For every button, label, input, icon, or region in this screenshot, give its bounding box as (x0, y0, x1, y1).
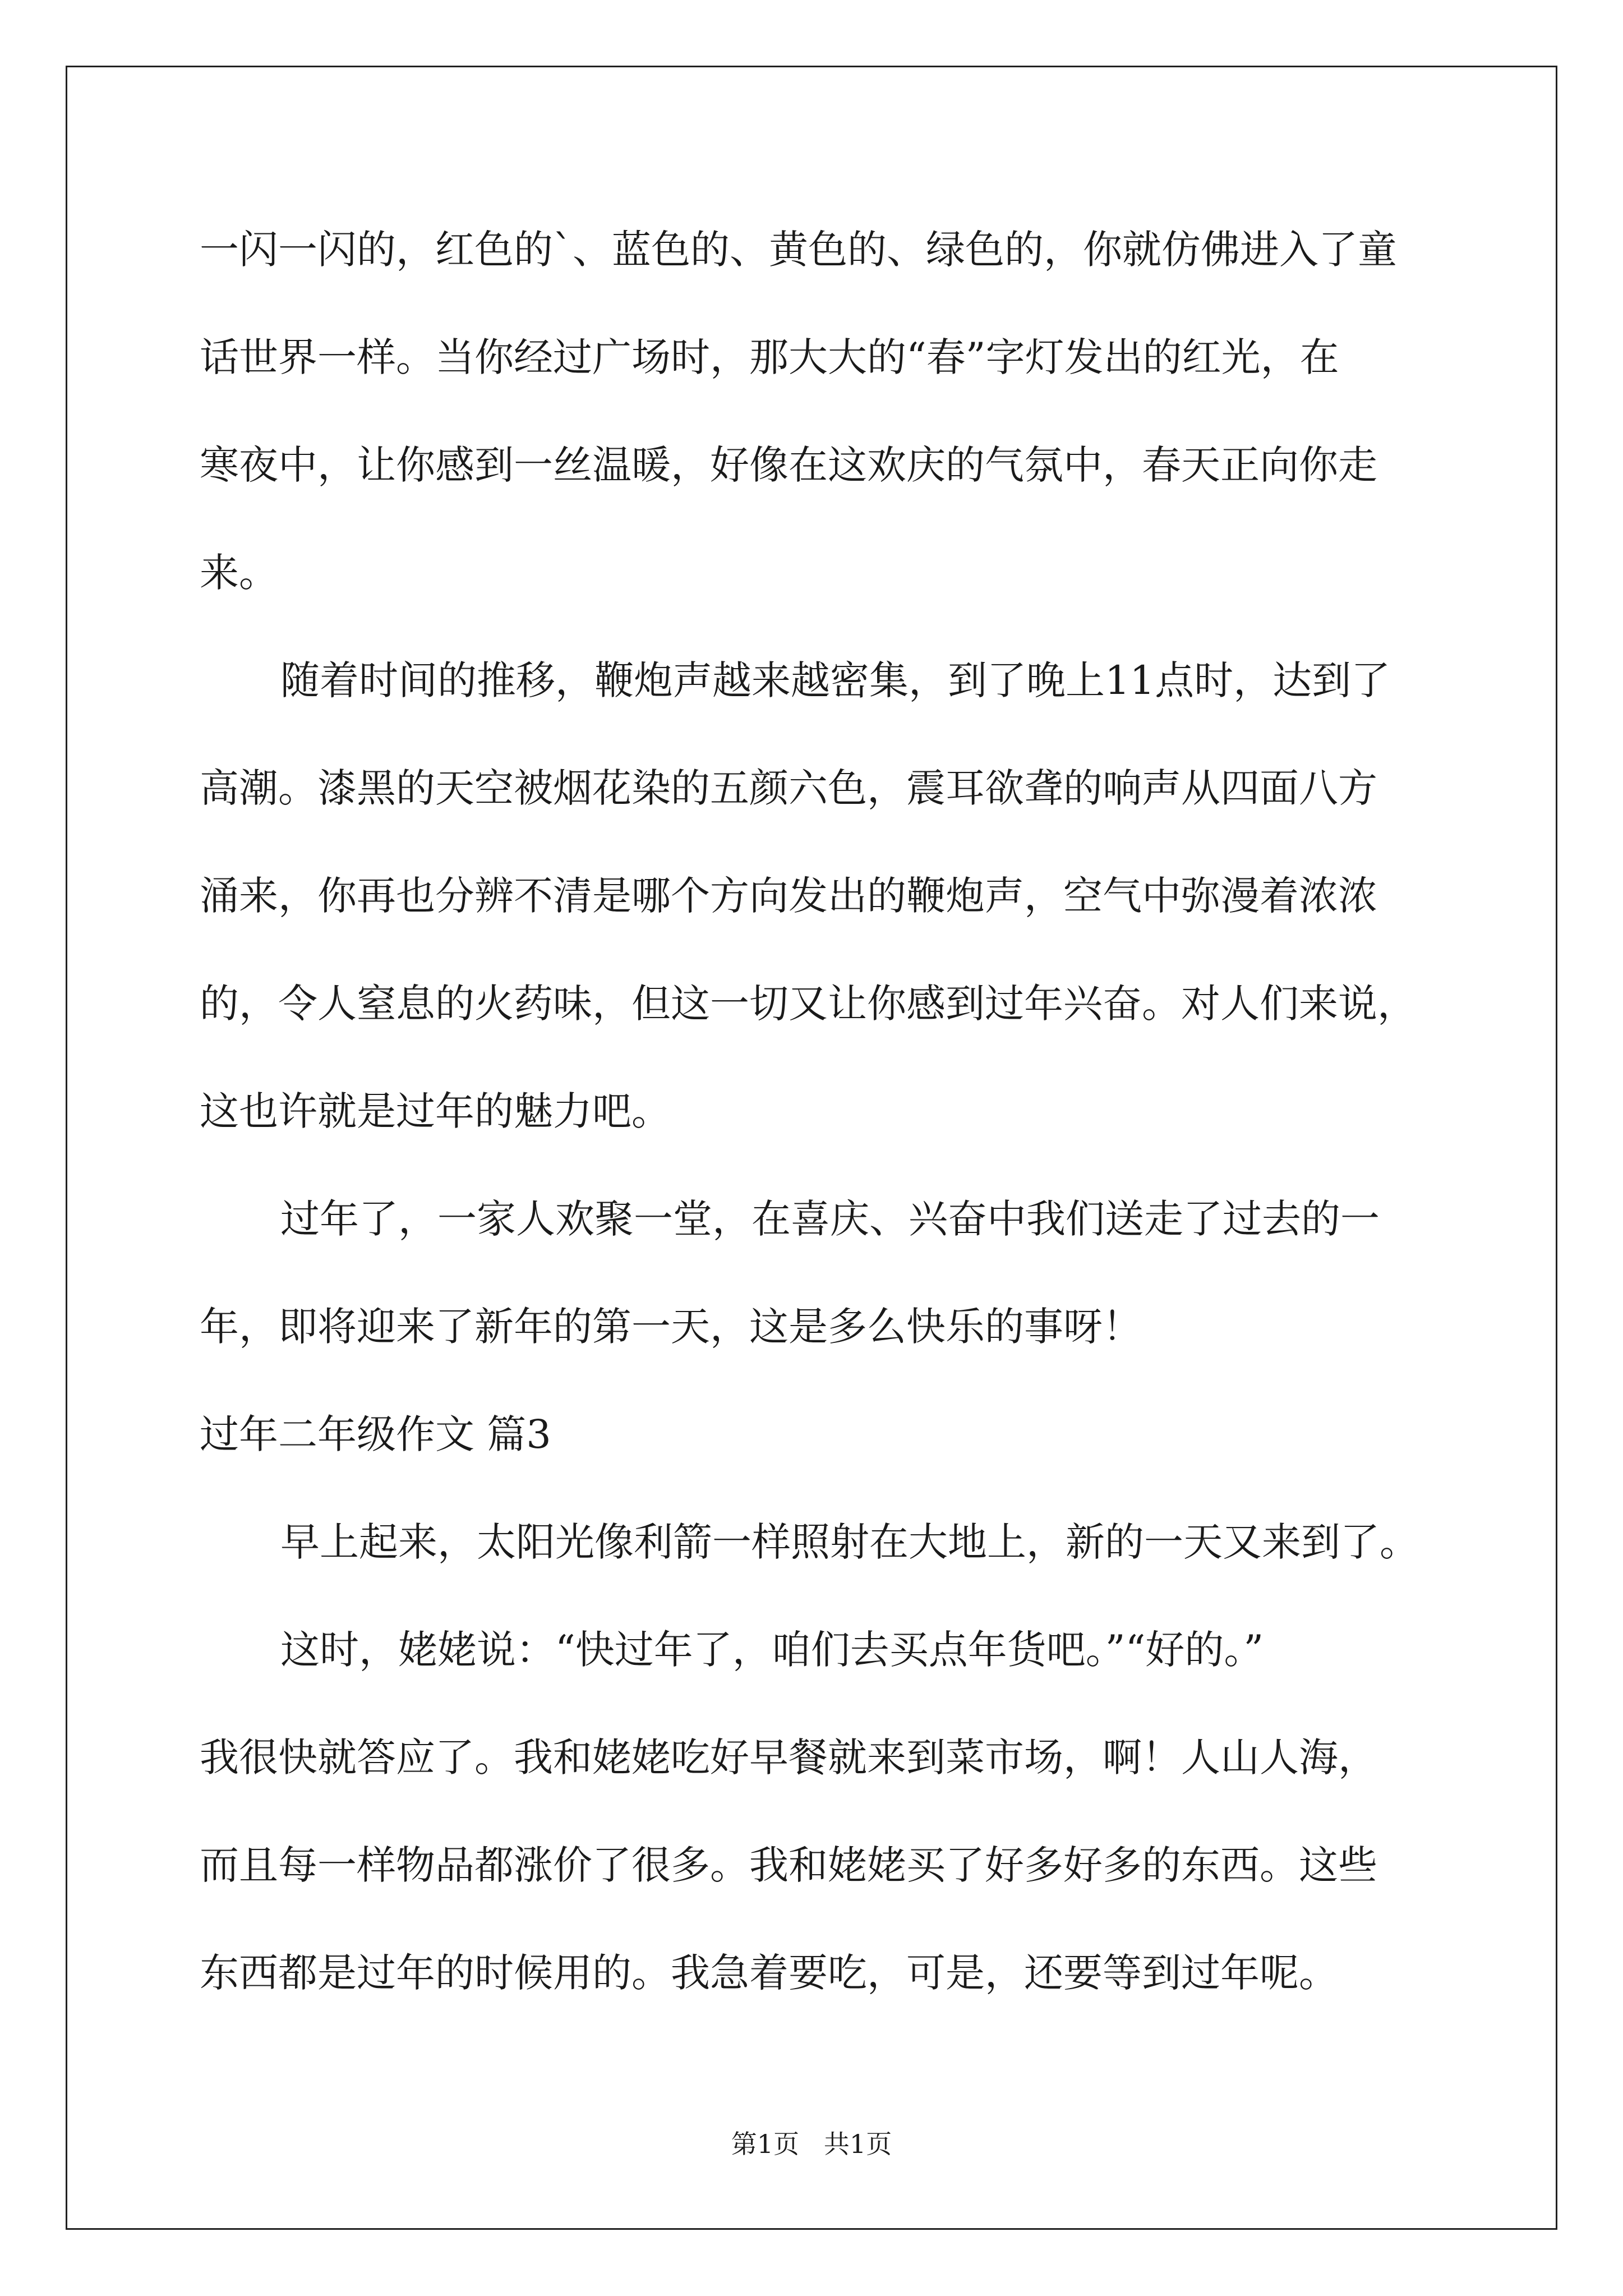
text-line: 一闪一闪的，红色的`、蓝色的、黄色的、绿色的，你就仿佛进入了童 (200, 227, 1397, 273)
page-border (66, 66, 1557, 2230)
section-heading: 过年二年级作文 篇3 (200, 1411, 551, 1457)
page-footer: 第1页 共1页 (731, 2129, 892, 2159)
paragraph-first-line: 随着时间的推移，鞭炮声越来越密集，到了晚上11点时，达到了 (280, 657, 1391, 703)
text-line: 我很快就答应了。我和姥姥吃好早餐就来到菜市场，啊！人山人海， (200, 1734, 1377, 1780)
paragraph-first-line: 过年了，一家人欢聚一堂，在喜庆、兴奋中我们送走了过去的一 (280, 1196, 1380, 1242)
text-line: 这也许就是过年的魅力吧。 (200, 1088, 671, 1134)
text-line: 涌来，你再也分辨不清是哪个方向发出的鞭炮声，空气中弥漫着浓浓 (200, 873, 1377, 919)
text-line: 年，即将迎来了新年的第一天，这是多么快乐的事呀！ (200, 1304, 1142, 1350)
paragraph-first-line: 这时，姥姥说：“快过年了，咱们去买点年货吧。”“好的。” (280, 1627, 1264, 1673)
text-line: 的，令人窒息的火药味，但这一切又让你感到过年兴奋。对人们来说， (200, 981, 1417, 1027)
text-line: 高潮。漆黑的天空被烟花染的五颜六色，震耳欲聋的响声从四面八方 (200, 765, 1377, 811)
text-line: 话世界一样。当你经过广场时，那大大的“春”字灯发出的红光，在 (200, 334, 1339, 380)
paragraph-first-line: 早上起来，太阳光像利箭一样照射在大地上，新的一天又来到了。 (280, 1519, 1419, 1565)
text-line: 东西都是过年的时候用的。我急着要吃，可是，还要等到过年呢。 (200, 1950, 1338, 1996)
text-line: 寒夜中，让你感到一丝温暖，好像在这欢庆的气氛中，春天正向你走 (200, 442, 1377, 488)
text-line: 来。 (200, 550, 278, 596)
text-line: 而且每一样物品都涨价了很多。我和姥姥买了好多好多的东西。这些 (200, 1842, 1377, 1888)
